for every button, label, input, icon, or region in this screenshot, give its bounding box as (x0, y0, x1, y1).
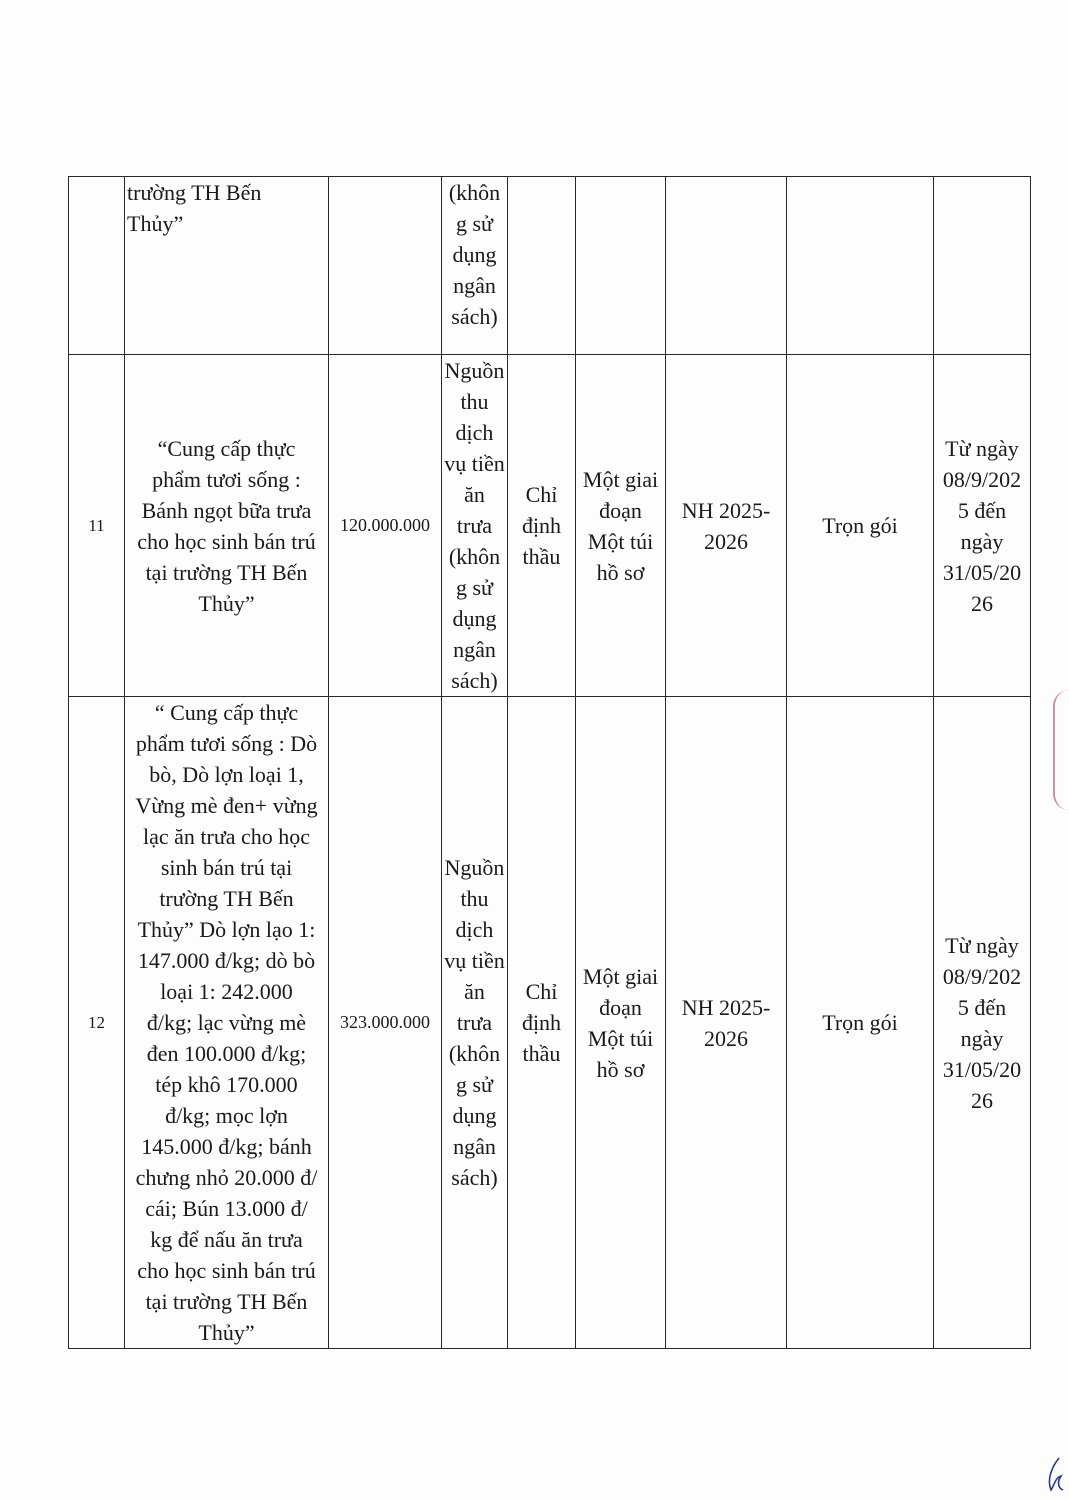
package-name: trường TH Bến Thủy” (125, 177, 329, 355)
funding-source: Nguồn thu dịch vụ tiền ăn trưa (khôn g sử dụng ngân sách) (442, 355, 508, 697)
signature-mark-icon (1045, 1456, 1065, 1494)
selection-method: Chỉ định thầu (508, 697, 576, 1349)
selection-time: NH 2025- 2026 (666, 355, 787, 697)
table-row (69, 177, 1031, 355)
selection-procedure: Một giai đoạn Một túi hồ sơ (576, 697, 666, 1349)
package-name: “Cung cấp thực phẩm tươi sống : Bánh ngọt bữa trưa cho học sinh bán trú tại trường TH Bến Thủy” (125, 355, 329, 697)
contract-type: Trọn gói (787, 697, 934, 1349)
row-number: 11 (69, 355, 125, 697)
row-number: 12 (69, 697, 125, 1349)
contract-duration: Từ ngày 08/9/202 5 đến ngày 31/05/20 26 (934, 355, 1031, 697)
selection-method: Chỉ định thầu (508, 355, 576, 697)
row-number (69, 177, 125, 355)
selection-time (666, 177, 787, 355)
contract-type (787, 177, 934, 355)
contract-duration: Từ ngày 08/9/202 5 đến ngày 31/05/20 26 (934, 697, 1031, 1349)
selection-procedure: Một giai đoạn Một túi hồ sơ (576, 355, 666, 697)
package-amount: 323.000.000 (329, 697, 442, 1349)
contract-type: Trọn gói (787, 355, 934, 697)
contract-duration (934, 177, 1031, 355)
selection-time: NH 2025- 2026 (666, 697, 787, 1349)
selection-procedure (576, 177, 666, 355)
stamp-edge-mark (1053, 690, 1069, 810)
package-name: “ Cung cấp thực phẩm tươi sống : Dò bò, Dò lợn loại 1, Vừng mè đen+ vừng lạc ăn trưa cho học sinh bán trú tại trường TH Bến Thủy” Dò lợn lạo 1: 147.000 đ/kg; dò bò loại 1: 242.000 đ/kg; lạc vừng mè đen 100.000 đ/kg; tép khô 170.000 đ/kg; mọc lợn 145.000 đ/kg; bánh chưng nhỏ 20.000 đ/ cái; Bún 13.000 đ/ kg để nấu ăn trưa cho học sinh bán trú tại trường TH Bến Thủy” (125, 697, 329, 1349)
procurement-table (68, 176, 1031, 1349)
table-row (69, 697, 1031, 1349)
funding-source: (khôn g sử dụng ngân sách) (442, 177, 508, 355)
package-amount: 120.000.000 (329, 355, 442, 697)
funding-source: Nguồn thu dịch vụ tiền ăn trưa (khôn g sử dụng ngân sách) (442, 697, 508, 1349)
table-row (69, 355, 1031, 697)
selection-method (508, 177, 576, 355)
package-amount (329, 177, 442, 355)
